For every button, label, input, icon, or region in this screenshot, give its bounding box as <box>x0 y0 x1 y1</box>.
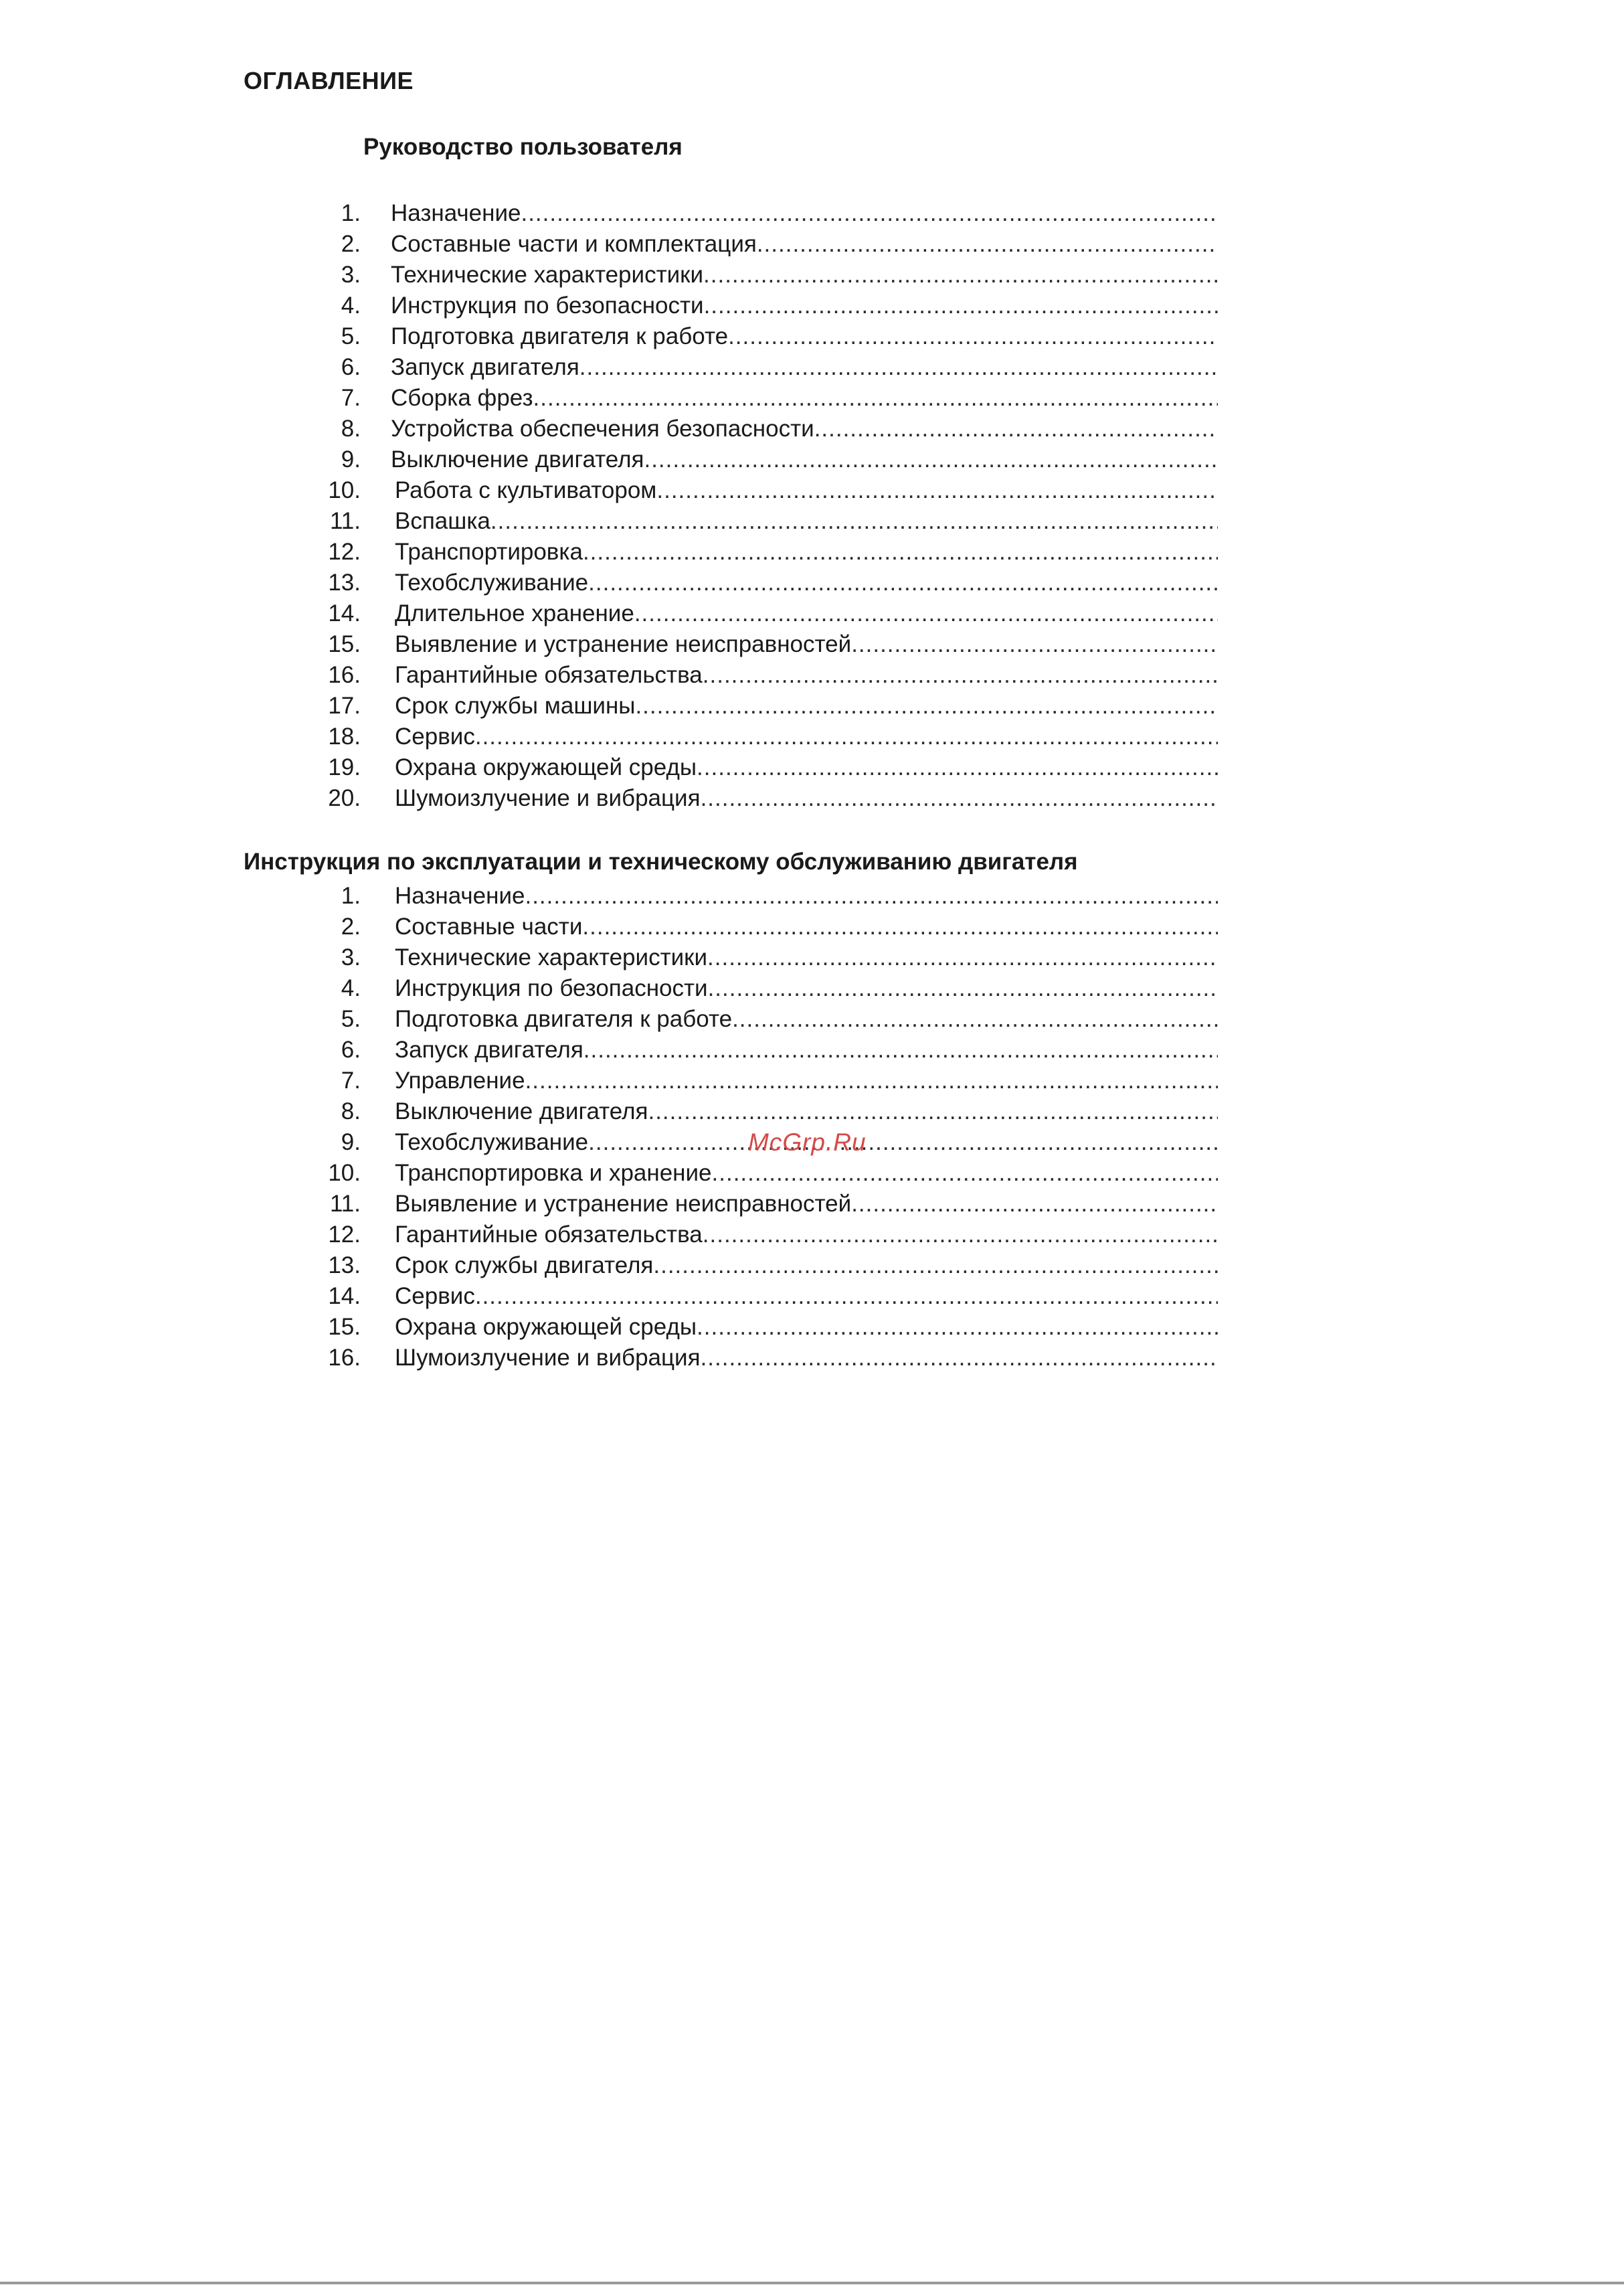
toc-entry-label: Транспортировка и хранение <box>395 1160 712 1186</box>
toc-list-user-guide <box>0 198 1624 814</box>
toc-dot-leader <box>582 912 1218 942</box>
toc-entry-label: Сервис <box>395 724 475 750</box>
toc-dot-leader <box>648 1096 1218 1127</box>
toc-dot-leader <box>708 973 1218 1004</box>
toc-entry-number: 9. <box>341 446 361 473</box>
watermark-logo: McGrp.Ru <box>748 1128 867 1156</box>
toc-entry-label: Работа с культиватором <box>395 477 657 503</box>
toc-dot-leader <box>703 660 1218 691</box>
toc-entry[interactable] <box>0 629 1624 660</box>
toc-entry-number: 2. <box>341 914 361 940</box>
toc-entry-label: Назначение <box>395 883 525 909</box>
toc-entry-label: Вспашка <box>395 508 490 534</box>
toc-entry[interactable] <box>0 352 1624 383</box>
section-heading-engine-guide: Инструкция по эксплуатации и техническому обслуживанию двигателя <box>244 849 1078 875</box>
toc-entry[interactable] <box>0 691 1624 722</box>
toc-entry[interactable] <box>0 444 1624 475</box>
toc-entry-number: 5. <box>341 323 361 349</box>
toc-entry[interactable] <box>0 506 1624 537</box>
toc-dot-leader <box>583 1035 1218 1066</box>
toc-entry-label: Срок службы двигателя <box>395 1252 654 1278</box>
toc-entry-number: 13. <box>328 1252 361 1278</box>
toc-entry-label: Выявление и устранение неисправностей <box>395 631 852 657</box>
toc-entry-number: 3. <box>341 944 361 970</box>
toc-entry-label: Запуск двигателя <box>395 1037 583 1063</box>
toc-entry-label: Инструкция по безопасности <box>395 975 708 1001</box>
toc-entry-number: 10. <box>328 1160 361 1186</box>
toc-entry-number: 15. <box>328 631 361 657</box>
toc-entry-label: Сервис <box>395 1283 475 1309</box>
toc-entry[interactable] <box>0 752 1624 783</box>
toc-entry-number: 1. <box>341 200 361 226</box>
toc-entry[interactable] <box>0 942 1624 973</box>
toc-dot-leader <box>475 1281 1218 1312</box>
toc-dot-leader <box>533 383 1218 414</box>
toc-dot-leader <box>653 1250 1218 1281</box>
toc-dot-leader <box>707 942 1218 973</box>
toc-entry-label: Охрана окружающей среды <box>395 754 697 780</box>
toc-entry[interactable] <box>0 1096 1624 1127</box>
toc-entry-label: Транспортировка <box>395 539 583 565</box>
toc-dot-leader <box>851 1189 1218 1219</box>
toc-dot-leader <box>701 783 1218 814</box>
toc-entry[interactable] <box>0 290 1624 321</box>
toc-entry-number: 6. <box>341 1037 361 1063</box>
toc-entry-number: 20. <box>328 785 361 811</box>
toc-dot-leader <box>490 506 1218 537</box>
toc-entry[interactable] <box>0 1127 1624 1158</box>
toc-entry-label: Шумоизлучение и вибрация <box>395 1345 701 1371</box>
toc-entry[interactable] <box>0 973 1624 1004</box>
toc-dot-leader <box>475 722 1218 752</box>
toc-dot-leader <box>851 629 1218 660</box>
toc-entry[interactable] <box>0 783 1624 814</box>
toc-entry-label: Запуск двигателя <box>391 354 579 380</box>
toc-entry[interactable] <box>0 383 1624 414</box>
toc-dot-leader <box>814 414 1218 444</box>
toc-dot-leader <box>757 229 1218 260</box>
toc-entry[interactable] <box>0 1281 1624 1312</box>
toc-entry-number: 17. <box>328 693 361 719</box>
toc-entry[interactable] <box>0 321 1624 352</box>
page-bottom-rule <box>0 2282 1624 2284</box>
toc-entry[interactable] <box>0 1189 1624 1219</box>
toc-entry[interactable] <box>0 722 1624 752</box>
toc-entry-label: Управление <box>395 1068 525 1094</box>
toc-entry-number: 12. <box>328 1221 361 1248</box>
toc-entry-number: 10. <box>328 477 361 503</box>
toc-entry-number: 12. <box>328 539 361 565</box>
toc-entry-number: 4. <box>341 975 361 1001</box>
toc-entry-number: 18. <box>328 724 361 750</box>
toc-entry[interactable] <box>0 1219 1624 1250</box>
toc-entry-number: 19. <box>328 754 361 780</box>
toc-entry-label: Подготовка двигателя к работе <box>391 323 729 349</box>
toc-entry-number: 4. <box>341 292 361 319</box>
toc-entry[interactable] <box>0 660 1624 691</box>
toc-entry-label: Назначение <box>391 200 521 226</box>
toc-entry-label: Устройства обеспечения безопасности <box>391 416 814 442</box>
toc-dot-leader <box>704 290 1218 321</box>
toc-entry-number: 2. <box>341 231 361 257</box>
toc-entry[interactable] <box>0 260 1624 290</box>
toc-entry-label: Сборка фрез <box>391 385 533 411</box>
toc-dot-leader <box>588 1127 1218 1158</box>
toc-entry-number: 6. <box>341 354 361 380</box>
toc-dot-leader <box>521 198 1218 229</box>
toc-entry-number: 15. <box>328 1314 361 1340</box>
toc-entry-label: Составные части и комплектация <box>391 231 757 257</box>
toc-entry[interactable] <box>0 198 1624 229</box>
toc-entry[interactable] <box>0 1004 1624 1035</box>
toc-entry[interactable] <box>0 1035 1624 1066</box>
toc-dot-leader <box>525 881 1218 912</box>
toc-dot-leader <box>697 752 1218 783</box>
toc-entry-label: Шумоизлучение и вибрация <box>395 785 701 811</box>
toc-entry-number: 1. <box>341 883 361 909</box>
toc-entry-number: 8. <box>341 416 361 442</box>
toc-dot-leader <box>635 691 1218 722</box>
toc-entry[interactable] <box>0 229 1624 260</box>
toc-entry-number: 16. <box>328 1345 361 1371</box>
toc-entry[interactable] <box>0 1250 1624 1281</box>
page-title: ОГЛАВЛЕНИЕ <box>244 67 414 94</box>
toc-entry[interactable] <box>0 475 1624 506</box>
toc-dot-leader <box>703 260 1218 290</box>
toc-entry-number: 5. <box>341 1006 361 1032</box>
toc-entry-label: Технические характеристики <box>395 944 708 970</box>
toc-entry[interactable] <box>0 598 1624 629</box>
toc-dot-leader <box>697 1312 1218 1343</box>
toc-entry-label: Срок службы машины <box>395 693 636 719</box>
toc-entry-label: Охрана окружающей среды <box>395 1314 697 1340</box>
toc-entry-label: Техобслуживание <box>395 1129 589 1155</box>
toc-entry-number: 9. <box>341 1129 361 1155</box>
toc-entry-label: Длительное хранение <box>395 600 634 626</box>
toc-entry[interactable] <box>0 537 1624 568</box>
toc-entry-number: 7. <box>341 1068 361 1094</box>
toc-entry-number: 7. <box>341 385 361 411</box>
toc-list-engine-guide <box>0 881 1624 1373</box>
toc-entry-label: Выключение двигателя <box>391 446 644 473</box>
toc-entry-number: 14. <box>328 600 361 626</box>
toc-entry-number: 3. <box>341 262 361 288</box>
toc-dot-leader <box>588 568 1218 598</box>
toc-entry[interactable] <box>0 1066 1624 1096</box>
toc-entry-label: Выявление и устранение неисправностей <box>395 1191 852 1217</box>
toc-dot-leader <box>703 1219 1218 1250</box>
toc-entry-label: Гарантийные обязательства <box>395 1221 703 1248</box>
toc-dot-leader <box>732 1004 1218 1035</box>
toc-entry-label: Технические характеристики <box>391 262 704 288</box>
toc-entry[interactable] <box>0 881 1624 912</box>
toc-entry-label: Гарантийные обязательства <box>395 662 703 688</box>
toc-dot-leader <box>644 444 1218 475</box>
toc-entry-number: 16. <box>328 662 361 688</box>
toc-entry-number: 11. <box>329 1191 361 1217</box>
toc-dot-leader <box>701 1343 1218 1373</box>
toc-entry[interactable] <box>0 912 1624 942</box>
toc-entry[interactable] <box>0 1343 1624 1373</box>
toc-dot-leader <box>712 1158 1218 1189</box>
toc-dot-leader <box>656 475 1218 506</box>
toc-entry[interactable] <box>0 568 1624 598</box>
toc-entry-number: 14. <box>328 1283 361 1309</box>
toc-dot-leader <box>634 598 1218 629</box>
toc-dot-leader <box>583 537 1218 568</box>
toc-entry-label: Техобслуживание <box>395 570 589 596</box>
toc-entry[interactable] <box>0 1312 1624 1343</box>
toc-entry-number: 11. <box>329 508 361 534</box>
toc-entry-number: 8. <box>341 1098 361 1124</box>
toc-dot-leader <box>525 1066 1218 1096</box>
toc-dot-leader <box>579 352 1218 383</box>
toc-entry-number: 13. <box>328 570 361 596</box>
toc-entry-label: Инструкция по безопасности <box>391 292 704 319</box>
toc-entry-label: Выключение двигателя <box>395 1098 648 1124</box>
toc-entry[interactable] <box>0 414 1624 444</box>
toc-entry[interactable] <box>0 1158 1624 1189</box>
section-heading-user-guide: Руководство пользователя <box>363 134 683 160</box>
toc-dot-leader <box>728 321 1218 352</box>
toc-entry-label: Подготовка двигателя к работе <box>395 1006 733 1032</box>
toc-entry-label: Составные части <box>395 914 583 940</box>
